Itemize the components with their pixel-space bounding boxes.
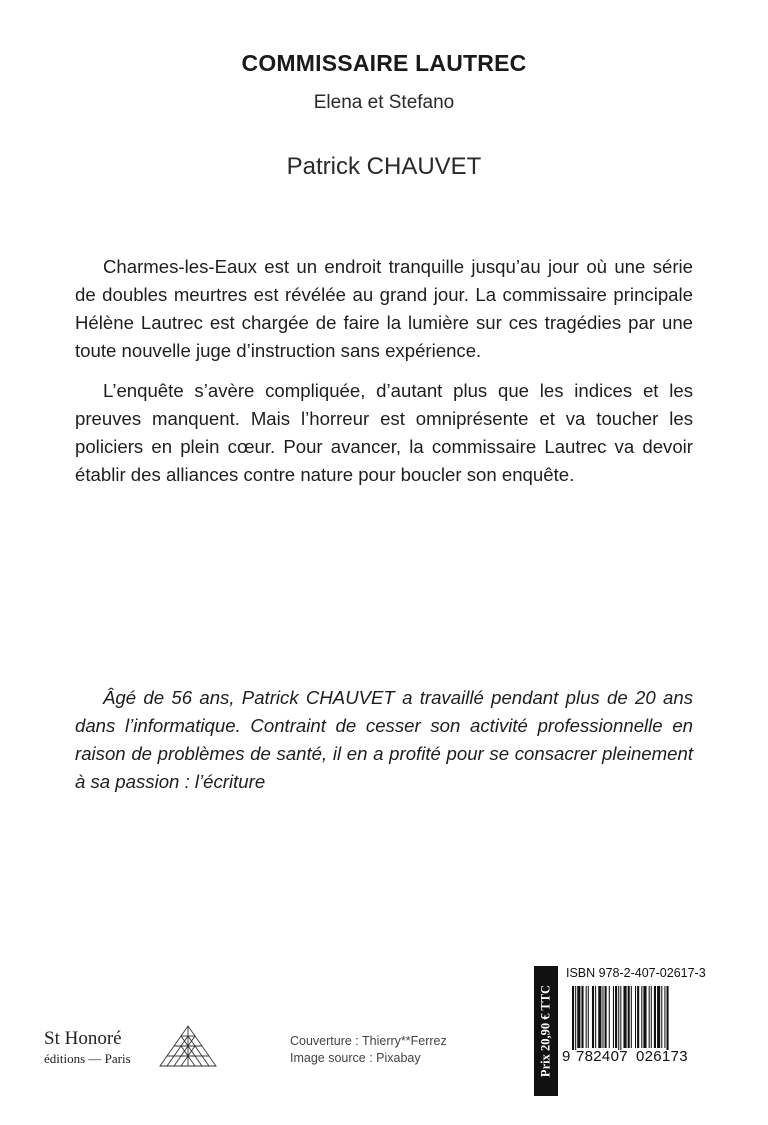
author-bio-text: Âgé de 56 ans, Patrick CHAUVET a travaillé pendant plus de 20 ans dans l’informatique. Contraint de cesser son activité professionnelle en raison de problèmes de santé, il en a profité pour se consacrer pleinement à sa passion : l’écriture xyxy=(75,687,693,792)
price-text: Prix 20,90 € TTC xyxy=(538,984,553,1078)
publisher-logo xyxy=(44,1022,244,1072)
ean-left-group: 782407 xyxy=(576,1048,628,1065)
isbn-label: ISBN 978-2-407-02617-3 xyxy=(566,966,706,980)
publisher-name: St Honoré xyxy=(44,1028,122,1049)
synopsis xyxy=(75,253,693,501)
author-name: Patrick CHAUVET xyxy=(286,153,482,180)
cover-credit: Couverture : Thierry**Ferrez xyxy=(290,1034,447,1048)
ean-first-digit: 9 xyxy=(562,1048,571,1065)
book-subtitle: Elena et Stefano xyxy=(313,92,455,113)
author-bio xyxy=(75,684,693,796)
barcode xyxy=(562,966,706,1086)
pyramid-icon xyxy=(156,1022,220,1068)
image-source-credit: Image source : Pixabay xyxy=(290,1051,421,1065)
credits xyxy=(290,1033,447,1067)
publisher-city: éditions — Paris xyxy=(44,1051,131,1066)
ean-right-group: 026173 xyxy=(636,1048,688,1065)
book-title: COMMISSAIRE LAUTREC xyxy=(241,50,527,76)
price-label xyxy=(534,966,558,1096)
synopsis-paragraph-2: L’enquête s’avère compliquée, d’autant plus que les indices et les preuves manquent. Mais l’horreur est omniprésente et va toucher les policiers en plein cœur. Pour avancer, la commissaire Lautrec va devoir établir des alliances contre nature pour boucler son enquête. xyxy=(75,380,693,485)
barcode-icon xyxy=(562,986,702,1050)
synopsis-paragraph-1: Charmes-les-Eaux est un endroit tranquille jusqu’au jour où une série de doubles meurtres est révélée au grand jour. La commissaire principale Hélène Lautrec est chargée de faire la lumière sur ces tragédies par une toute nouvelle juge d’instruction sans expérience. xyxy=(75,256,693,361)
